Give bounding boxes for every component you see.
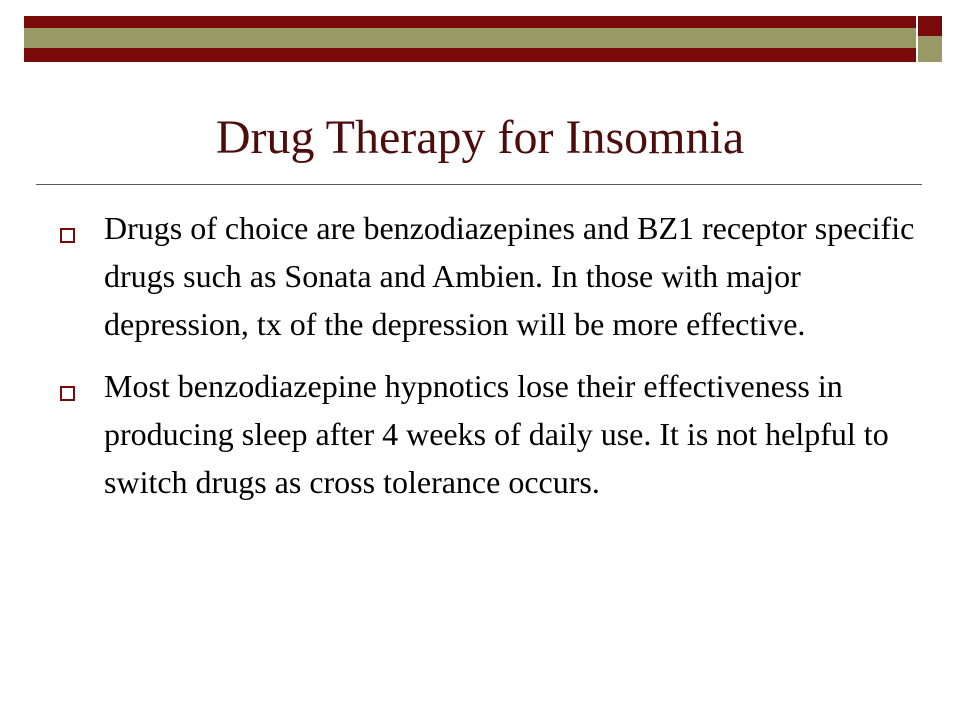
bullet-text: Drugs of choice are benzodiazepines and BZ1 receptor specific drugs such as Sonata and Ambien. In those with major depression, tx of the depression will be more effective. [104, 210, 915, 342]
bullet-list [60, 204, 920, 520]
bullet-text: Most benzodiazepine hypnotics lose their effectiveness in producing sleep after 4 weeks of daily use. It is not helpful to switch drugs as cross tolerance occurs. [104, 368, 889, 500]
title-divider [36, 184, 922, 185]
list-item [60, 204, 920, 348]
slide-title: Drug Therapy for Insomnia [215, 111, 745, 164]
header-corner-block-bottom [918, 36, 942, 62]
hollow-square-bullet-icon [60, 228, 75, 243]
header-band-middle [24, 28, 916, 48]
header-band-bottom [24, 48, 916, 62]
header-corner-block-top [918, 16, 942, 36]
header-band-top [24, 16, 916, 28]
list-item [60, 362, 920, 506]
hollow-square-bullet-icon [60, 386, 75, 401]
